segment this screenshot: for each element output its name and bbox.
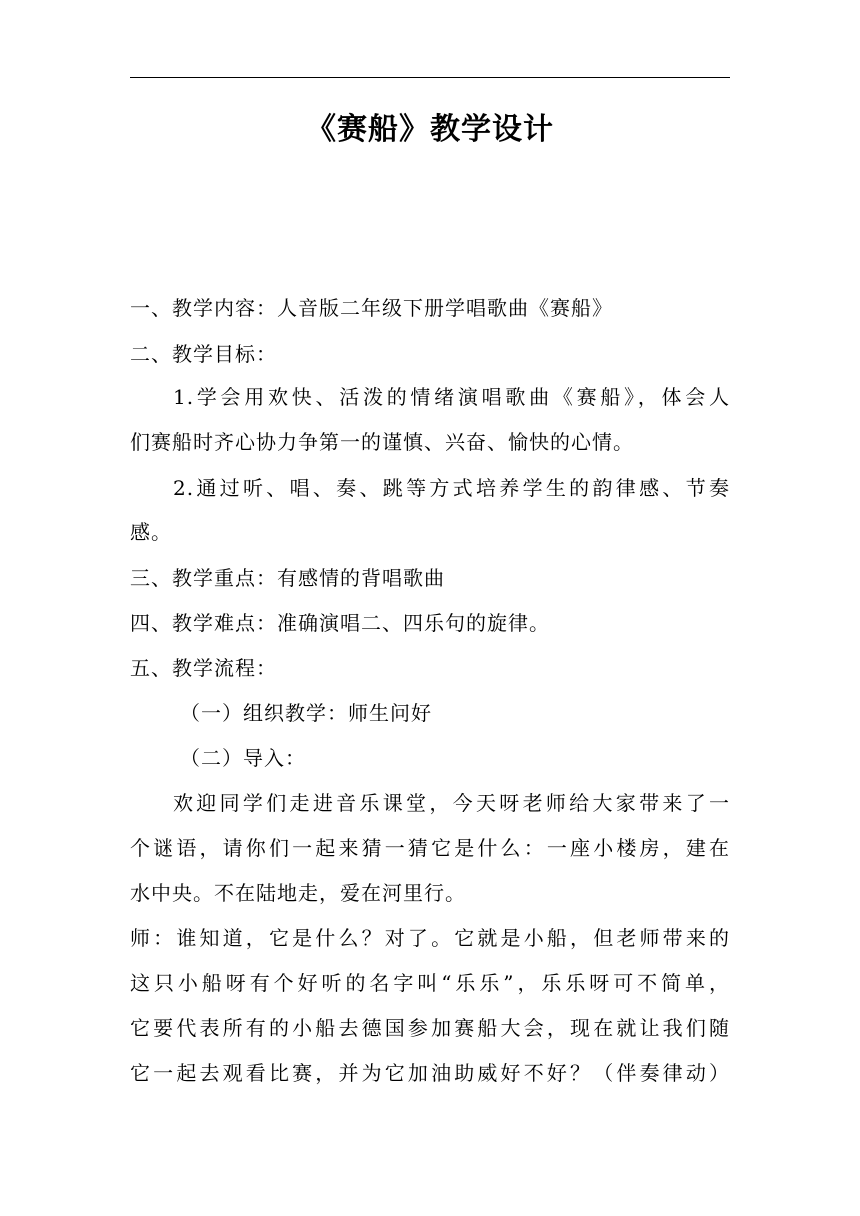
intro-paragraph-line-2: 个谜语，请你们一起来猜一猜它是什么：一座小楼房，建在 [130, 836, 730, 860]
process-step-1: （一）组织教学：师生问好 [180, 701, 432, 725]
goal-2-line-2: 感。 [130, 520, 172, 544]
goal-1-line-2: 们赛船时齐心协力争第一的谨慎、兴奋、愉快的心情。 [130, 430, 634, 454]
teacher-paragraph-line-3: 它要代表所有的小船去德国参加赛船大会，现在就让我们随 [130, 1016, 730, 1040]
section-difficulties: 四、教学难点：准确演唱二、四乐句的旋律。 [130, 611, 550, 635]
goal-2-line-1: 2.通过听、唱、奏、跳等方式培养学生的韵律感、节奏 [173, 476, 730, 500]
teacher-paragraph-line-2: 这只小船呀有个好听的名字叫“乐乐”，乐乐呀可不简单， [130, 971, 730, 995]
section-teaching-content: 一、教学内容：人音版二年级下册学唱歌曲《赛船》 [130, 296, 613, 320]
intro-paragraph-line-1: 欢迎同学们走进音乐课堂，今天呀老师给大家带来了一 [173, 791, 730, 815]
section-teaching-process: 五、教学流程： [130, 656, 277, 680]
process-step-2: （二）导入： [180, 746, 306, 770]
header-rule [130, 77, 730, 78]
document-title: 《赛船》教学设计 [306, 112, 554, 147]
section-teaching-goals: 二、教学目标： [130, 342, 277, 366]
teacher-paragraph-line-1: 师：谁知道，它是什么？对了。它就是小船，但老师带来的 [130, 926, 730, 950]
section-key-points: 三、教学重点：有感情的背唱歌曲 [130, 566, 445, 590]
goal-1-line-1: 1.学会用欢快、活泼的情绪演唱歌曲《赛船》，体会人 [173, 385, 730, 409]
intro-paragraph-line-3: 水中央。不在陆地走，爱在河里行。 [130, 881, 466, 905]
teacher-paragraph-line-4: 它一起去观看比赛，并为它加油助威好不好？（伴奏律动） [130, 1061, 730, 1085]
